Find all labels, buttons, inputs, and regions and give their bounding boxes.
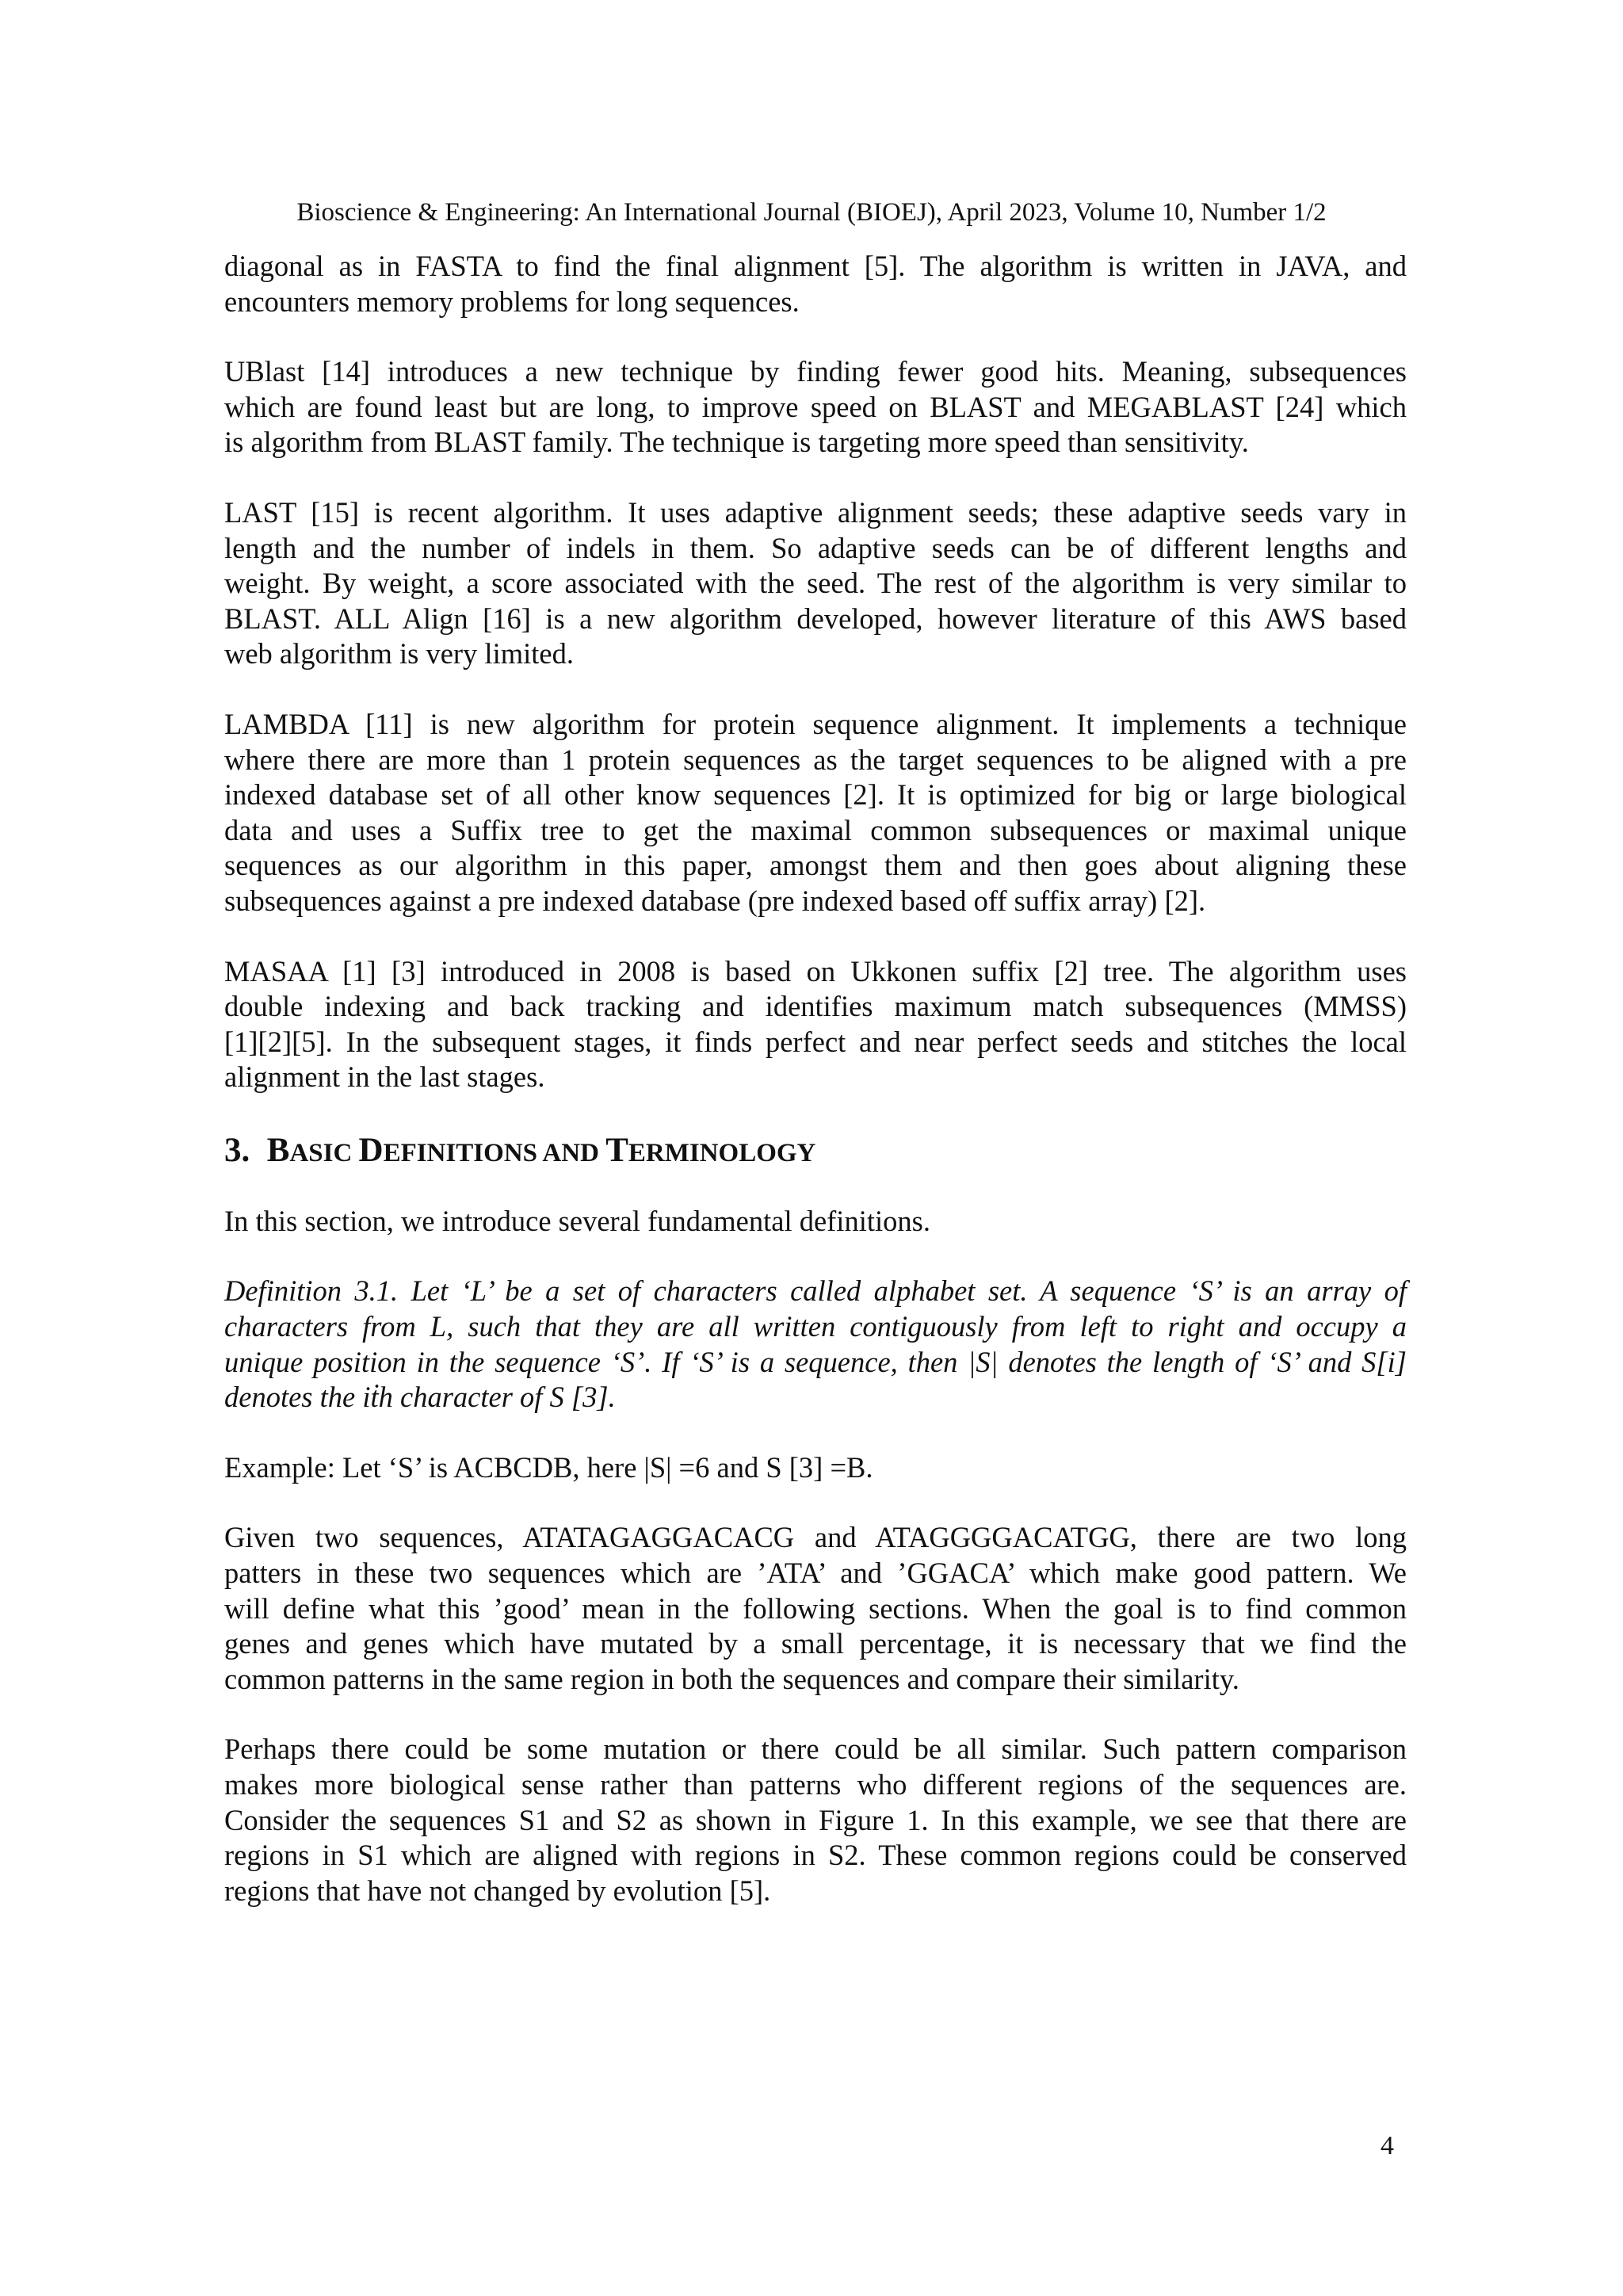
paragraph-perhaps-mutation bbox=[224, 1732, 1407, 1908]
section-title-smallcaps: EFINITIONS AND bbox=[383, 1138, 606, 1167]
text-line: common patterns in the same region in both the sequences and compare their similarity. bbox=[224, 1662, 1239, 1695]
text-line: LAST [15] is recent algorithm. It uses adaptive alignment seeds; these adaptive seeds vary in bbox=[224, 495, 1407, 529]
paragraph-fasta-diagonal bbox=[224, 249, 1407, 319]
text-line: Definition 3.1. Let ‘L’ be a set of characters called alphabet set. A sequence ‘S’ is an array of bbox=[224, 1274, 1407, 1308]
section-title-initial: D bbox=[358, 1131, 384, 1169]
text-line: indexed database set of all other know sequences [2]. It is optimized for big or large biological bbox=[224, 778, 1407, 812]
section-title-initial: T bbox=[605, 1131, 628, 1169]
text-line: will define what this ’good’ mean in the following sections. When the goal is to find common bbox=[224, 1591, 1407, 1625]
paragraph-given-sequences bbox=[224, 1520, 1407, 1697]
paragraph-example bbox=[224, 1450, 1407, 1486]
text-line: which are found least but are long, to improve speed on BLAST and MEGABLAST [24] which bbox=[224, 390, 1407, 423]
section-title-initial: B bbox=[266, 1131, 290, 1169]
text-line: genes and genes which have mutated by a small percentage, it is necessary that we find the bbox=[224, 1627, 1407, 1660]
text-line: In this section, we introduce several fundamental definitions. bbox=[224, 1204, 930, 1237]
running-header: Bioscience & Engineering: An International Journal (BIOEJ), April 2023, Volume 10, Number 1/2 bbox=[296, 198, 1327, 227]
text-line: patters in these two sequences which are ’ATA’ and ’GGACA’ which make good pattern. We bbox=[224, 1557, 1407, 1590]
text-line: unique position in the sequence ‘S’. If ‘S’ is a sequence, then |S| denotes the length of ‘S’ and S[i] bbox=[224, 1345, 1407, 1378]
text-line: makes more biological sense rather than patterns who different regions of the sequences are. bbox=[224, 1768, 1407, 1801]
text-line: length and the number of indels in them. So adaptive seeds can be of different lengths and bbox=[224, 531, 1407, 564]
section-title-smallcaps: ASIC bbox=[289, 1138, 359, 1167]
section-title-smallcaps: ERMINOLOGY bbox=[628, 1138, 816, 1167]
text-line: UBlast [14] introduces a new technique by finding fewer good hits. Meaning, subsequences bbox=[224, 355, 1407, 388]
text-line: MASAA [1] [3] introduced in 2008 is based on Ukkonen suffix [2] tree. The algorithm uses bbox=[224, 954, 1407, 988]
text-line: encounters memory problems for long sequences. bbox=[224, 285, 800, 318]
text-line: LAMBDA [11] is new algorithm for protein sequence alignment. It implements a technique bbox=[224, 707, 1407, 740]
text-line: where there are more than 1 protein sequences as the target sequences to be aligned with a pre bbox=[224, 743, 1407, 776]
text-line: Consider the sequences S1 and S2 as shown in Figure 1. In this example, we see that there are bbox=[224, 1803, 1407, 1836]
paragraph-section-intro bbox=[224, 1204, 1407, 1240]
text-line: double indexing and back tracking and identifies maximum match subsequences (MMSS) bbox=[224, 990, 1407, 1023]
text-line: Example: Let ‘S’ is ACBCDB, here |S| =6 and S [3] =B. bbox=[224, 1450, 873, 1484]
paragraph-lambda bbox=[224, 707, 1407, 919]
text-line: [1][2][5]. In the subsequent stages, it finds perfect and near perfect seeds and stitches the local bbox=[224, 1025, 1407, 1058]
page-number: 4 bbox=[1381, 2131, 1394, 2160]
text-line: Given two sequences, ATATAGAGGACACG and ATAGGGGACATGG, there are two long bbox=[224, 1521, 1407, 1554]
text-line: Perhaps there could be some mutation or there could be all similar. Such pattern comparison bbox=[224, 1733, 1407, 1766]
section-heading bbox=[224, 1130, 1407, 1174]
text-line: alignment in the last stages. bbox=[224, 1060, 545, 1094]
text-line: BLAST. ALL Align [16] is a new algorithm developed, however literature of this AWS based bbox=[224, 602, 1407, 635]
paragraph-ublast bbox=[224, 354, 1407, 460]
text-line: regions that have not changed by evolution [5]. bbox=[224, 1874, 771, 1907]
text-line: diagonal as in FASTA to find the final alignment [5]. The algorithm is written in JAVA, and bbox=[224, 250, 1407, 282]
text-line: web algorithm is very limited. bbox=[224, 637, 574, 670]
text-line: regions in S1 which are aligned with regions in S2. These common regions could be conserved bbox=[224, 1839, 1407, 1872]
article-body bbox=[224, 249, 1407, 1943]
text-line: is algorithm from BLAST family. The technique is targeting more speed than sensitivity. bbox=[224, 426, 1249, 459]
text-line: characters from L, such that they are all written contiguously from left to right and occupy a bbox=[224, 1310, 1407, 1343]
text-line: weight. By weight, a score associated with the seed. The rest of the algorithm is very similar to bbox=[224, 567, 1407, 600]
paragraph-last bbox=[224, 495, 1407, 672]
section-number: 3. bbox=[224, 1131, 250, 1169]
text-line: data and uses a Suffix tree to get the maximal common subsequences or maximal unique bbox=[224, 813, 1407, 846]
text-line: subsequences against a pre indexed database (pre indexed based off suffix array) [2]. bbox=[224, 884, 1206, 917]
definition-3-1 bbox=[224, 1274, 1407, 1415]
paragraph-masaa bbox=[224, 954, 1407, 1095]
text-line: denotes the iṫh character of S [3]. bbox=[224, 1381, 616, 1414]
text-line: sequences as our algorithm in this paper, amongst them and then goes about aligning these bbox=[224, 849, 1407, 882]
